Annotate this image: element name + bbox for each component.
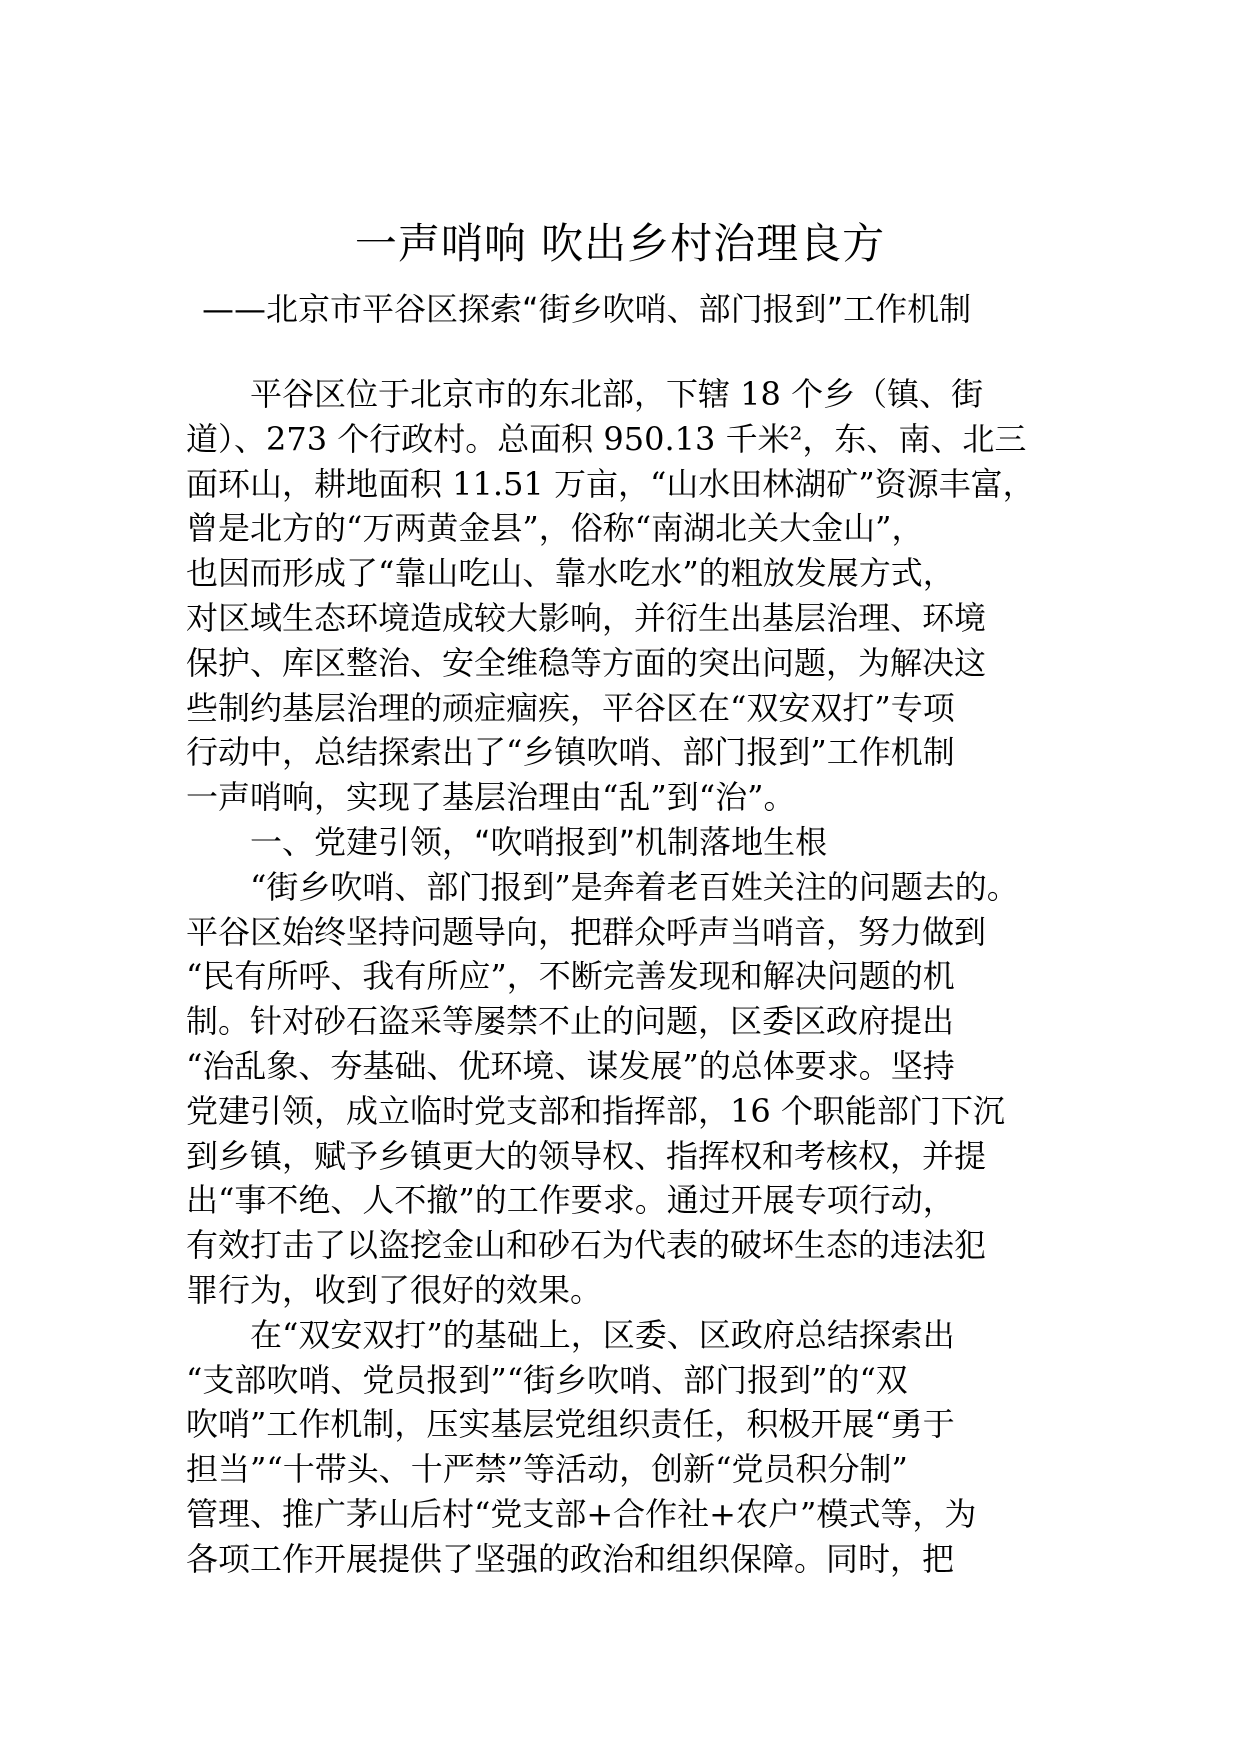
body-line: 也因而形成了“靠山吃山、靠水吃水”的粗放发展方式， (186, 554, 955, 593)
body-line: 曾是北方的“万两黄金县”，俗称“南湖北关大金山”， (186, 509, 924, 548)
body-line: “街乡吹哨、部门报到”是奔着老百姓关注的问题去的。 (250, 867, 1019, 906)
body-line: 到乡镇，赋予乡镇更大的领导权、指挥权和考核权，并提 (186, 1136, 987, 1175)
body-line: “治乱象、夯基础、优环境、谋发展”的总体要求。坚持 (186, 1046, 955, 1085)
body-line: 平谷区位于北京市的东北部，下辖 18 个乡（镇、街 (250, 375, 984, 413)
document-title: 一声哨响 吹出乡村治理良方 (354, 219, 886, 268)
body-line: 保护、库区整治、安全维稳等方面的突出问题，为解决这 (186, 643, 987, 682)
body-line: 吹哨”工作机制，压实基层党组织责任，积极开展“勇于 (186, 1405, 955, 1444)
body-line: “支部吹哨、党员报到”“街乡吹哨、部门报到”的“双 (186, 1360, 908, 1399)
body-line: 党建引领，成立临时党支部和指挥部，16 个职能部门下沉 (186, 1091, 1005, 1130)
body-line: 担当”“十带头、十严禁”等活动，创新“党员积分制” (186, 1450, 908, 1489)
body-line: “民有所呼、我有所应”，不断完善发现和解决问题的机 (186, 957, 955, 996)
body-line: 有效打击了以盗挖金山和砂石为代表的破坏生态的违法犯 (186, 1226, 987, 1265)
body-line: 管理、推广茅山后村“党支部+合作社+农户”模式等，为 (186, 1494, 977, 1533)
document-subtitle: ——北京市平谷区探索“街乡吹哨、部门报到”工作机制 (202, 290, 972, 328)
body-line: 道）、273 个行政村。总面积 950.13 千米²，东、南、北三 (186, 419, 1027, 458)
body-line: 各项工作开展提供了坚强的政治和组织保障。同时，把 (186, 1539, 955, 1578)
body-line: 制。针对砂石盗采等屡禁不止的问题，区委区政府提出 (186, 1002, 955, 1041)
body-line: 出“事不绝、人不撤”的工作要求。通过开展专项行动， (186, 1181, 955, 1220)
body-line: 罪行为，收到了很好的效果。 (186, 1270, 603, 1309)
body-line: 平谷区始终坚持问题导向，把群众呼声当哨音，努力做到 (186, 912, 987, 951)
body-line: 些制约基层治理的顽症痼疾，平谷区在“双安双打”专项 (186, 688, 955, 727)
body-line: 面环山，耕地面积 11.51 万亩，“山水田林湖矿”资源丰富， (186, 464, 1035, 503)
body-line: 一声哨响，实现了基层治理由“乱”到“治”。 (186, 778, 796, 817)
body-line: 对区域生态环境造成较大影响，并衍生出基层治理、环境 (186, 598, 987, 637)
body-line: 在“双安双打”的基础上，区委、区政府总结探索出 (250, 1315, 955, 1354)
section-heading: 一、党建引领，“吹哨报到”机制落地生根 (250, 822, 828, 861)
document-body (186, 372, 1086, 1582)
body-line: 行动中，总结探索出了“乡镇吹哨、部门报到”工作机制 (186, 733, 955, 772)
